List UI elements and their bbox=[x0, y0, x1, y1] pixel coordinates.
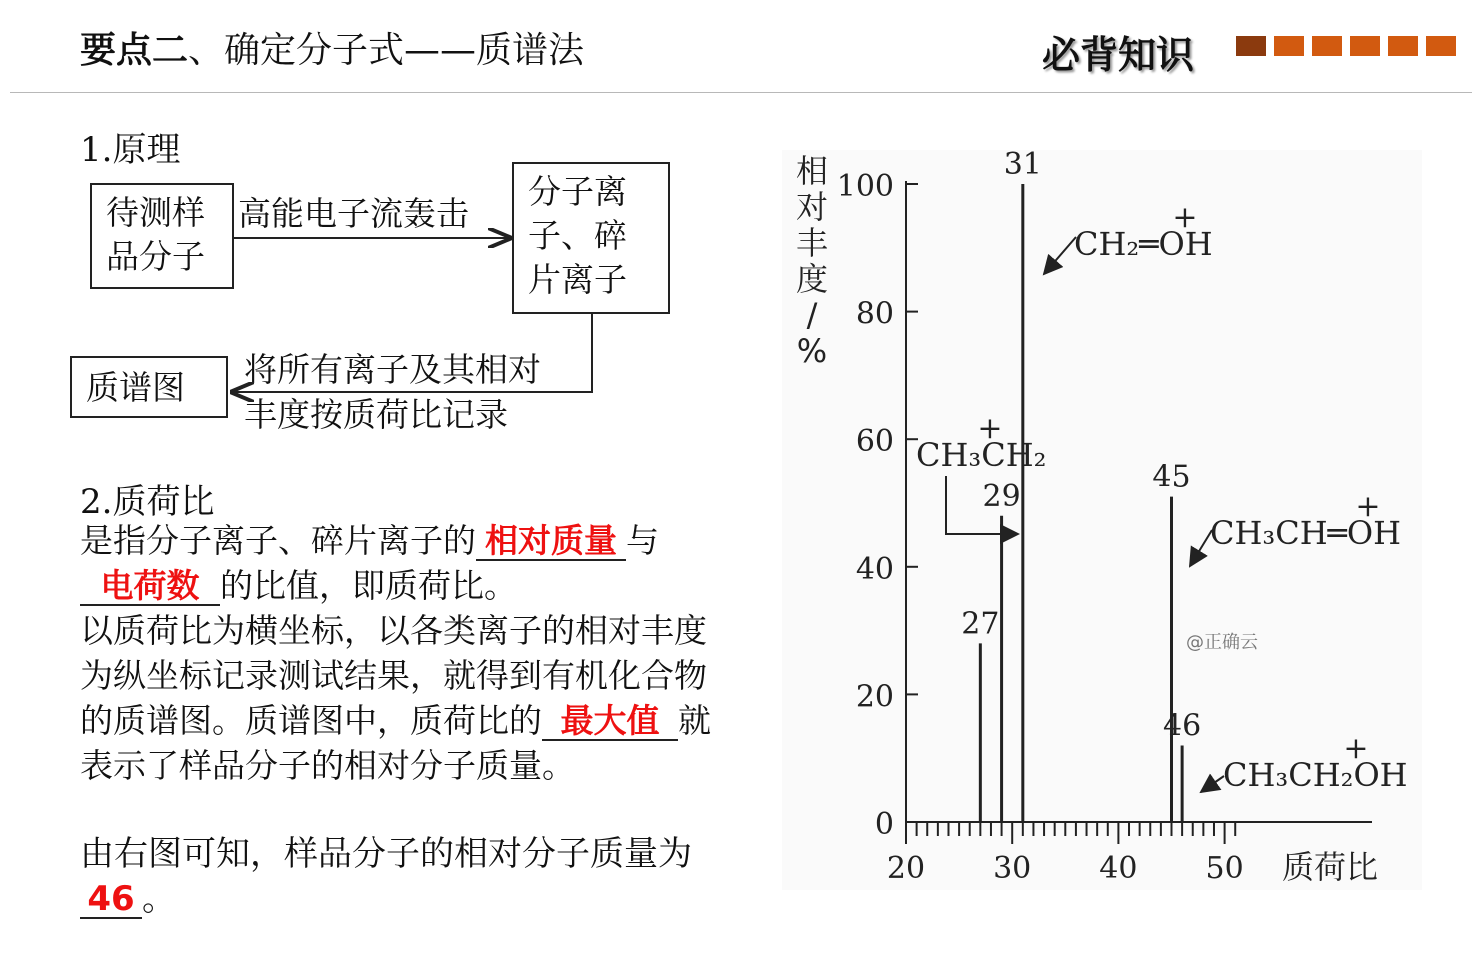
ion-ch3ch2-charge: + bbox=[977, 411, 1003, 446]
ion-ch2oh: CH₂═OH bbox=[1074, 225, 1213, 263]
y-tick-label: 80 bbox=[855, 296, 894, 332]
ion-ethanol-arrow bbox=[1201, 776, 1224, 792]
y-tick-label: 0 bbox=[874, 807, 894, 842]
def-text-c: 的比值，即质荷比。 bbox=[220, 566, 517, 605]
arrow1-label: 高能电子流轰击 bbox=[238, 194, 469, 233]
peak-label-46: 46 bbox=[1163, 708, 1202, 744]
y-tick-label: 100 bbox=[836, 169, 894, 204]
answer-relative-mass: 相对质量 bbox=[485, 521, 617, 560]
box-ions-line2: 子、碎 bbox=[528, 216, 627, 255]
x-tick-label: 30 bbox=[993, 851, 1032, 886]
x-tick-label: 20 bbox=[886, 851, 926, 886]
decorative-square bbox=[1274, 36, 1304, 56]
y-axis-title-char: 度 bbox=[795, 260, 829, 298]
ion-ethanol-charge: + bbox=[1343, 731, 1369, 766]
y-tick-label: 20 bbox=[855, 679, 894, 715]
y-tick-label: 40 bbox=[855, 551, 894, 587]
section1-text: 原理 bbox=[112, 130, 181, 170]
arrow2-label-line1: 将所有离子及其相对 bbox=[244, 350, 541, 389]
blank-charge bbox=[80, 568, 220, 606]
box-sample-line2: 品分子 bbox=[106, 237, 205, 276]
peak-label-31: 31 bbox=[1003, 150, 1042, 182]
answer-max-value: 最大值 bbox=[560, 701, 660, 740]
decorative-square bbox=[1350, 36, 1380, 56]
y-axis-title-char: / bbox=[806, 296, 818, 334]
explanation-text-end: 就表示了样品分子的相对分子质量。 bbox=[80, 701, 711, 785]
peak-label-45: 45 bbox=[1152, 459, 1191, 495]
arrow-record bbox=[232, 314, 592, 392]
ion-ch3choh-charge: + bbox=[1355, 489, 1381, 524]
title-rest-part: 、确定分子式——质谱法 bbox=[188, 30, 585, 71]
decorative-square bbox=[1236, 36, 1266, 56]
flow-arrows bbox=[0, 0, 760, 460]
peak-label-29: 29 bbox=[982, 478, 1021, 514]
peak-label-27: 27 bbox=[961, 606, 1000, 642]
ion-ch3choh: CH₃CH═OH bbox=[1210, 514, 1402, 552]
section1-num: 1. bbox=[80, 130, 113, 170]
box-sample-line1: 待测样 bbox=[106, 193, 205, 232]
ion-ethanol: CH₃CH₂OH bbox=[1223, 756, 1408, 794]
explanation-text: 以质荷比为横坐标，以各类离子的相对丰度为纵坐标记录测试结果，就得到有机化合物的质谱图。质谱图中，质荷比的 bbox=[80, 611, 707, 740]
box-ions-line1: 分子离 bbox=[528, 172, 627, 211]
box-spectrum: 质谱图 bbox=[70, 356, 228, 418]
title-bold-part: 要点二 bbox=[80, 30, 189, 71]
def-text-a: 是指分子离子、碎片离子的 bbox=[80, 521, 476, 560]
arrow2-label-line2: 丰度按质荷比记录 bbox=[244, 395, 508, 434]
ion-ch3choh-arrow bbox=[1190, 530, 1212, 566]
def-text-b: 与 bbox=[626, 521, 659, 560]
ion-ch3ch2: CH₃CH₂ bbox=[916, 436, 1047, 474]
y-tick-label: 60 bbox=[855, 424, 894, 460]
x-tick-label: 40 bbox=[1099, 851, 1138, 886]
mass-spectrum-svg bbox=[782, 150, 1422, 890]
y-axis-title-char: 丰 bbox=[795, 224, 829, 262]
y-axis-title-char: % bbox=[796, 332, 828, 370]
conclusion-paragraph bbox=[80, 832, 725, 922]
decorative-square bbox=[1426, 36, 1456, 56]
y-axis-title-char: 相 bbox=[795, 152, 829, 190]
decorative-square bbox=[1312, 36, 1342, 56]
conclusion-text: 由右图可知，样品分子的相对分子质量为 bbox=[80, 834, 692, 874]
definition-paragraph bbox=[80, 518, 730, 608]
blank-molecular-mass bbox=[80, 881, 142, 919]
box-ions-line3: 片离子 bbox=[528, 260, 627, 299]
section-badge: 必背知识 bbox=[1042, 33, 1195, 77]
y-axis-title-char: 对 bbox=[795, 188, 829, 226]
answer-charge: 电荷数 bbox=[100, 566, 200, 605]
blank-relative-mass bbox=[476, 523, 626, 561]
answer-molecular-mass: 46 bbox=[87, 879, 135, 919]
explanation-paragraph bbox=[80, 608, 725, 788]
ion-ch2oh-arrow bbox=[1044, 237, 1076, 274]
section2-text: 质荷比 bbox=[112, 482, 215, 522]
section2-heading bbox=[80, 474, 214, 523]
section2-num: 2. bbox=[80, 482, 113, 522]
watermark: @正确云 bbox=[1186, 632, 1258, 653]
x-axis-title: 质荷比 bbox=[1282, 848, 1379, 886]
mass-spectrum-chart bbox=[782, 150, 1422, 890]
decorative-square bbox=[1388, 36, 1418, 56]
conclusion-period: 。 bbox=[142, 879, 176, 919]
ion-ch2oh-charge: + bbox=[1172, 200, 1198, 235]
x-tick-label: 50 bbox=[1205, 851, 1244, 886]
blank-max-value bbox=[542, 703, 678, 741]
